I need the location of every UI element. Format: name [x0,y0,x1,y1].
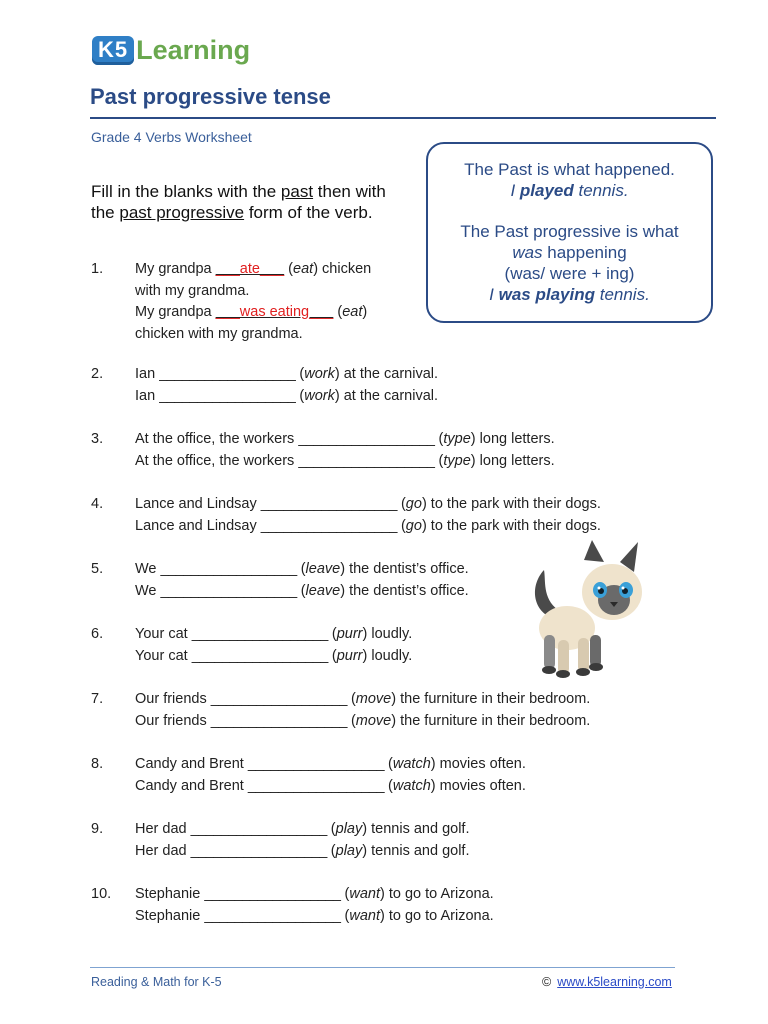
answer-blank[interactable]: __________________ [159,366,296,382]
example-line-past: My grandpa ___ate___ (eat) chicken [135,261,372,277]
tip-line-5: (was/ were + ing) [504,264,635,283]
example-answer-progressive: ___was eating___ [215,304,334,320]
answer-blank[interactable]: __________________ [204,886,341,902]
answer-blank[interactable]: __________________ [210,712,347,729]
question-line-past: Candy and Brent __________________ (watch) movies often. [135,756,526,772]
instructions: Fill in the blanks with the past then with the past progressive form of the verb. [91,182,386,222]
question-line-progressive: Ian __________________ (work) at the carnival. [135,387,439,404]
answer-blank[interactable]: __________________ [160,582,297,599]
answer-blank[interactable]: __________________ [260,517,397,534]
question-line-past: Her dad __________________ (play) tennis and golf. [135,821,470,837]
answer-blank[interactable]: __________________ [247,777,385,794]
question-line-past: Stephanie __________________ (want) to go to Arizona. [135,886,494,902]
example-line-progressive: My grandpa ___was eating___ (eat) [135,304,368,320]
example-line-progressive-cont: chicken with my grandma. [135,325,303,342]
tip-line-3: The Past progressive is what [460,222,679,241]
answer-blank[interactable]: __________________ [260,496,397,512]
question-line-progressive: Stephanie __________________ (want) to go to Arizona. [135,907,494,924]
question-line-progressive: Her dad __________________ (play) tennis and golf. [135,842,470,859]
answer-blank[interactable]: __________________ [298,452,435,469]
item-number: 8. [91,756,104,772]
question-line-past: Lance and Lindsay __________________ (go) to the park with their dogs. [135,496,601,512]
website-link[interactable]: www.k5learning.com [557,975,672,989]
question-line-past: Our friends __________________ (move) the furniture in their bedroom. [135,691,591,707]
tip-line-2: I played tennis. [510,181,629,200]
item-number: 6. [91,626,104,642]
answer-blank[interactable]: __________________ [298,431,435,447]
item-number: 9. [91,821,104,837]
question-line-progressive: We __________________ (leave) the dentist’s office. [135,582,469,599]
page-title: Past progressive tense [90,84,331,109]
question-line-past: At the office, the workers __________________ (type) long letters. [135,431,555,447]
answer-blank[interactable]: __________________ [191,647,328,664]
item-number: 4. [91,496,104,512]
logo-learning-text: Learning [136,34,251,65]
grammar-tip-box [426,142,713,323]
question-line-progressive: Lance and Lindsay __________________ (go) to the park with their dogs. [135,517,601,534]
answer-blank[interactable]: __________________ [204,907,341,924]
question-line-progressive: Our friends __________________ (move) the furniture in their bedroom. [135,712,591,729]
siamese-kitten-illustration [522,540,647,680]
item-number: 2. [91,366,104,382]
example-line-past-cont: with my grandma. [135,282,250,299]
worksheet-subtitle: Grade 4 Verbs Worksheet [91,129,252,145]
question-line-past: Your cat __________________ (purr) loudly. [135,626,413,642]
answer-blank[interactable]: __________________ [190,821,327,837]
example-answer-past: ___ate___ [215,261,285,277]
question-line-progressive: At the office, the workers __________________ (type) long letters. [135,452,555,469]
k5-learning-logo [92,30,250,70]
tip-line-6: I was playing tennis. [489,285,650,304]
answer-blank[interactable]: __________________ [247,756,385,772]
answer-blank[interactable]: __________________ [190,842,327,859]
item-number: 10. [91,886,112,902]
question-line-past: Ian __________________ (work) at the carnival. [135,366,439,382]
header-divider [90,117,716,119]
tip-line-1: The Past is what happened. [464,160,675,179]
item-number: 1. [91,261,104,277]
tip-line-4: was happening [512,243,627,262]
footer-divider [90,967,675,968]
copyright-symbol: © [542,975,552,989]
footer-tagline: Reading & Math for K-5 [91,975,222,989]
answer-blank[interactable]: __________________ [210,691,347,707]
logo-k5-badge: K5 [92,36,134,65]
question-line-past: We __________________ (leave) the dentist’s office. [135,561,469,577]
item-number: 5. [91,561,104,577]
answer-blank[interactable]: __________________ [191,626,328,642]
footer-link-group [542,975,672,989]
item-number: 3. [91,431,104,447]
question-line-progressive: Candy and Brent __________________ (watch) movies often. [135,777,526,794]
item-number: 7. [91,691,104,707]
answer-blank[interactable]: __________________ [160,561,297,577]
question-line-progressive: Your cat __________________ (purr) loudly. [135,647,413,664]
answer-blank[interactable]: __________________ [159,387,296,404]
